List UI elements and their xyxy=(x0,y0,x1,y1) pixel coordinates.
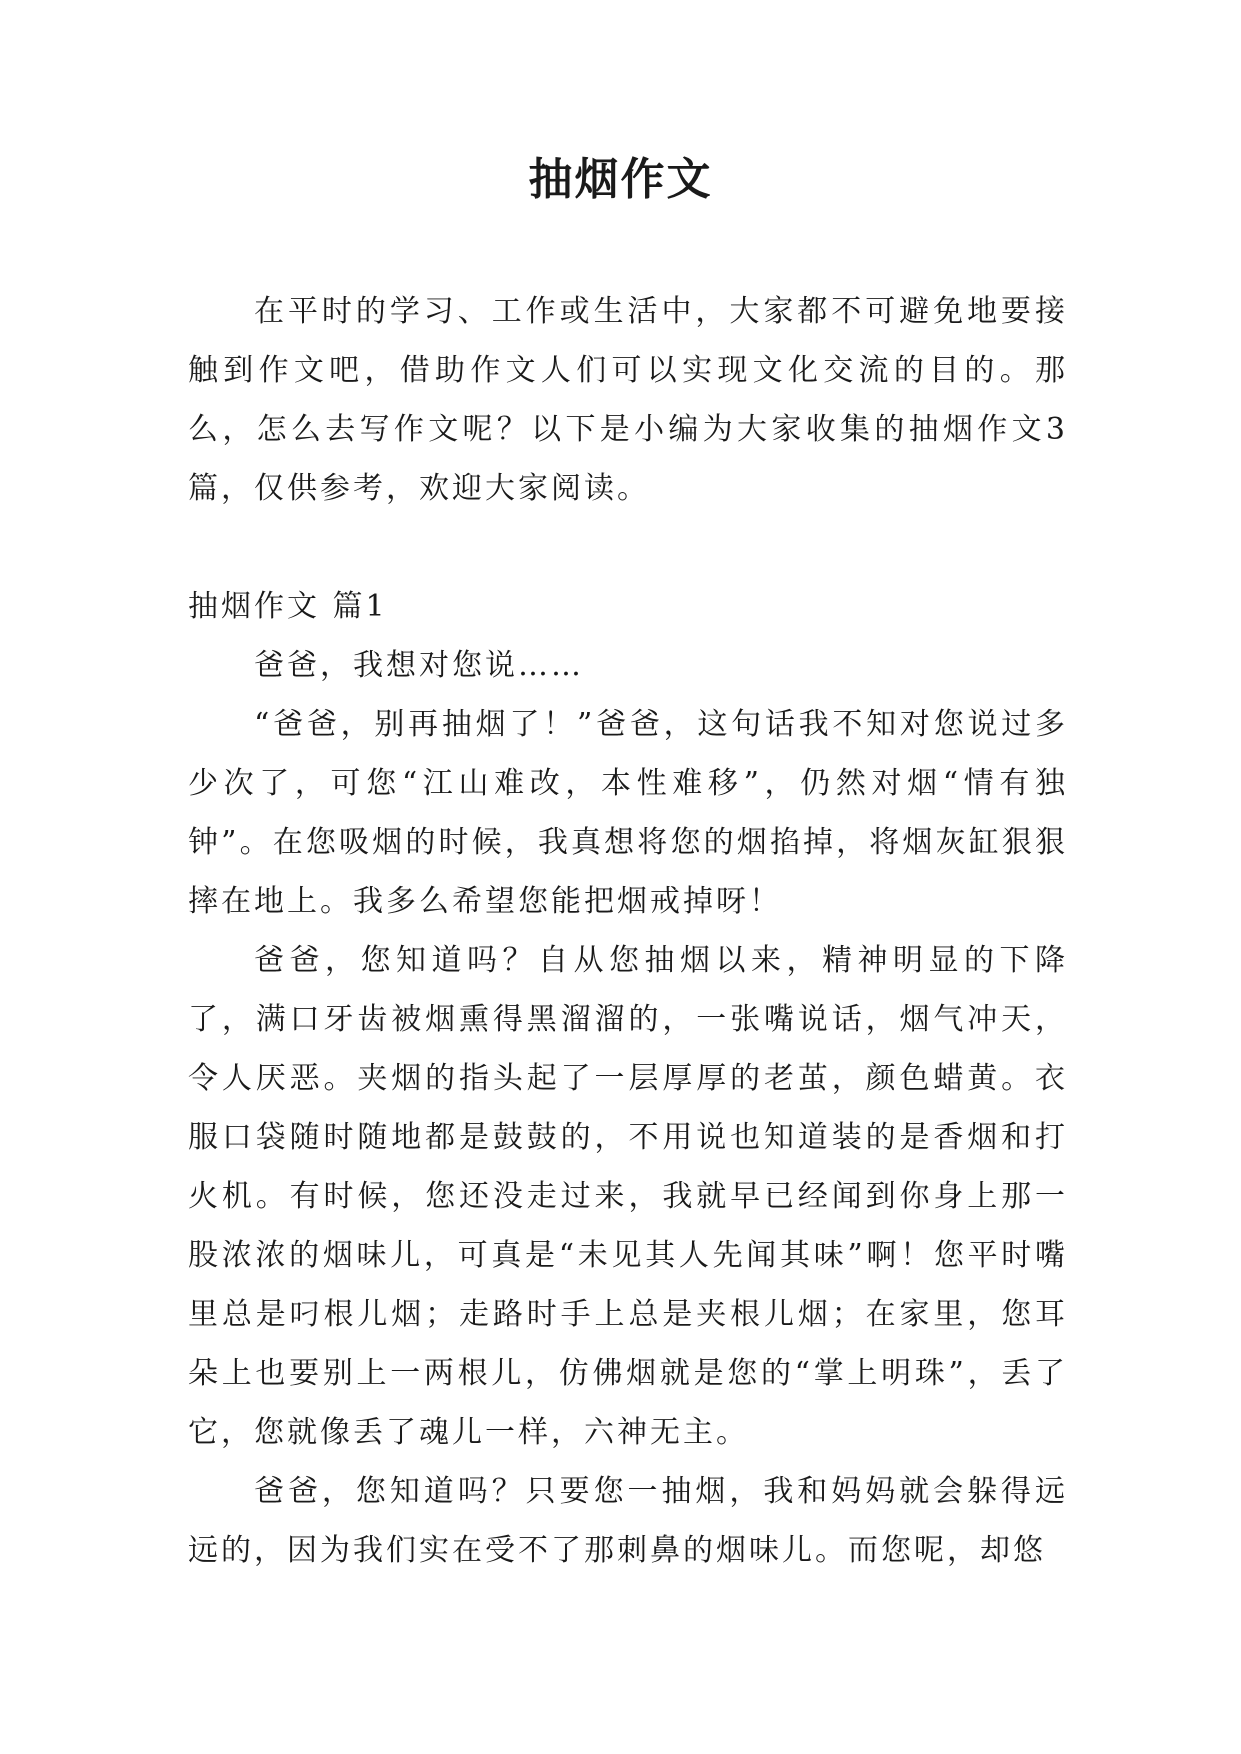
body-paragraph: 爸爸，我想对您说…… xyxy=(254,648,584,683)
body-paragraph: 爸爸，您知道吗？自从您抽烟以来，精神明显的下降了，满口牙齿被烟熏得黑溜溜的，一张嘴说话，烟气冲天，令人厌恶。夹烟的指头起了一层厚厚的老茧，颜色蜡黄。衣服口袋随时随地都是鼓鼓的，不用说也知道装的是香烟和打火机。有时候，您还没走过来，我就早已经闻到你身上那一股浓浓的烟味儿，可真是“未见其人先闻其味”啊！您平时嘴里总是叼根儿烟；走路时手上总是夹根儿烟；在家里，您耳朵上也要别上一两根儿，仿佛烟就是您的“掌上明珠”，丢了它，您就像丢了魂儿一样，六神无主。 xyxy=(188,943,1068,1450)
document-title: 抽烟作文 xyxy=(528,154,713,205)
body-paragraph: 爸爸，您知道吗？只要您一抽烟，我和妈妈就会躲得远远的，因为我们实在受不了那刺鼻的烟味儿。而您呢，却悠 xyxy=(188,1474,1068,1568)
intro-paragraph: 在平时的学习、工作或生活中，大家都不可避免地要接触到作文吧，借助作文人们可以实现文化交流的目的。那么，怎么去写作文呢？以下是小编为大家收集的抽烟作文3篇，仅供参考，欢迎大家阅读。 xyxy=(188,294,1068,506)
document-body xyxy=(188,282,1068,1580)
body-paragraph: “爸爸，别再抽烟了！”爸爸，这句话我不知对您说过多少次了，可您“江山难改，本性难移”，仍然对烟“情有独钟”。在您吸烟的时候，我真想将您的烟掐掉，将烟灰缸狠狠摔在地上。我多么希望您能把烟戒掉呀！ xyxy=(188,707,1068,919)
section-heading: 抽烟作文 篇1 xyxy=(188,589,388,624)
